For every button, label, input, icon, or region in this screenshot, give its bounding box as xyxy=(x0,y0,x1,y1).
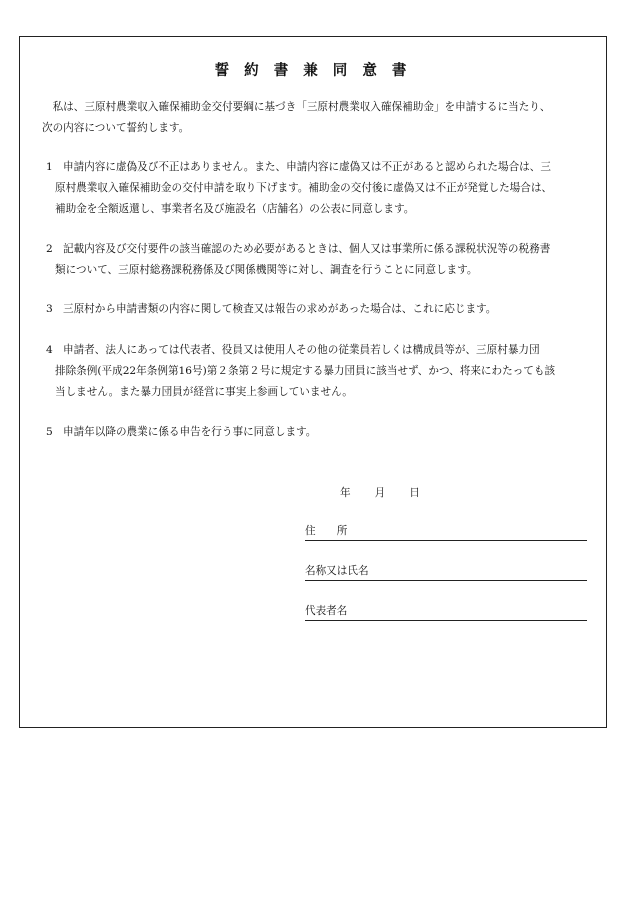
name-label: 名称又は氏名 xyxy=(305,565,369,577)
pledge-line: 三原村から申請書類の内容に関して検査又は報告の求めがあった場合は、これに応じます。 xyxy=(63,303,497,315)
intro-line: 私は、三原村農業収入確保補助金交付要綱に基づき「三原村農業収入確保補助金」を申請するに当たり、 xyxy=(52,101,551,113)
pledge-line: 申請年以降の農業に係る申告を行う事に同意します。 xyxy=(63,426,317,438)
pledge-item-2 xyxy=(42,239,590,281)
pledge-item-4 xyxy=(42,340,590,403)
pledge-line: 排除条例(平成22年条例第16号)第２条第２号に規定する暴力団員に該当せず、かつ、将来にわたっても該 xyxy=(55,365,556,377)
pledge-line: 原村農業収入確保補助金の交付申請を取り下げます。補助金の交付後に虚偽又は不正が発覚した場合は、 xyxy=(55,182,553,194)
document-title: 誓 約 書 兼 同 意 書 xyxy=(214,62,412,79)
pledge-line: 当しません。また暴力団員が経営に事実上参画していません。 xyxy=(55,386,353,398)
year-label: 年 xyxy=(340,487,351,499)
pledge-item-5 xyxy=(42,422,590,443)
pledge-line: 申請者、法人にあっては代表者、役員又は使用人その他の従業員若しくは構成員等が、三原村暴力団 xyxy=(63,344,540,356)
date-line xyxy=(340,485,420,500)
pledge-number: 1 xyxy=(46,161,53,173)
pledge-line: 補助金を全額返還し、事業者名及び施設名（店舗名）の公表に同意します。 xyxy=(55,203,415,215)
pledge-line: 申請内容に虚偽及び不正はありません。また、申請内容に虚偽又は不正があると認められた場合は、三 xyxy=(63,161,551,173)
representative-label: 代表者名 xyxy=(305,605,348,617)
pledge-line: 類について、三原村総務課税務係及び関係機関等に対し、調査を行うことに同意します。 xyxy=(55,264,478,276)
pledge-item-3 xyxy=(42,299,590,320)
pledge-number: 5 xyxy=(46,426,53,438)
pledge-number: 3 xyxy=(46,303,53,315)
day-label: 日 xyxy=(409,487,420,499)
month-label: 月 xyxy=(374,487,386,499)
name-field[interactable] xyxy=(305,563,587,581)
pledge-number: 4 xyxy=(46,344,53,356)
representative-field[interactable] xyxy=(305,603,587,621)
pledge-item-1 xyxy=(42,157,590,220)
intro-paragraph xyxy=(42,97,588,139)
document-frame xyxy=(19,36,607,728)
pledge-number: 2 xyxy=(46,243,53,255)
pledge-line: 記載内容及び交付要件の該当確認のため必要があるときは、個人又は事業所に係る課税状況等の税務書 xyxy=(63,243,551,255)
address-field[interactable] xyxy=(305,523,587,541)
intro-line: 次の内容について誓約します。 xyxy=(42,122,190,134)
address-label: 住 所 xyxy=(305,525,348,537)
